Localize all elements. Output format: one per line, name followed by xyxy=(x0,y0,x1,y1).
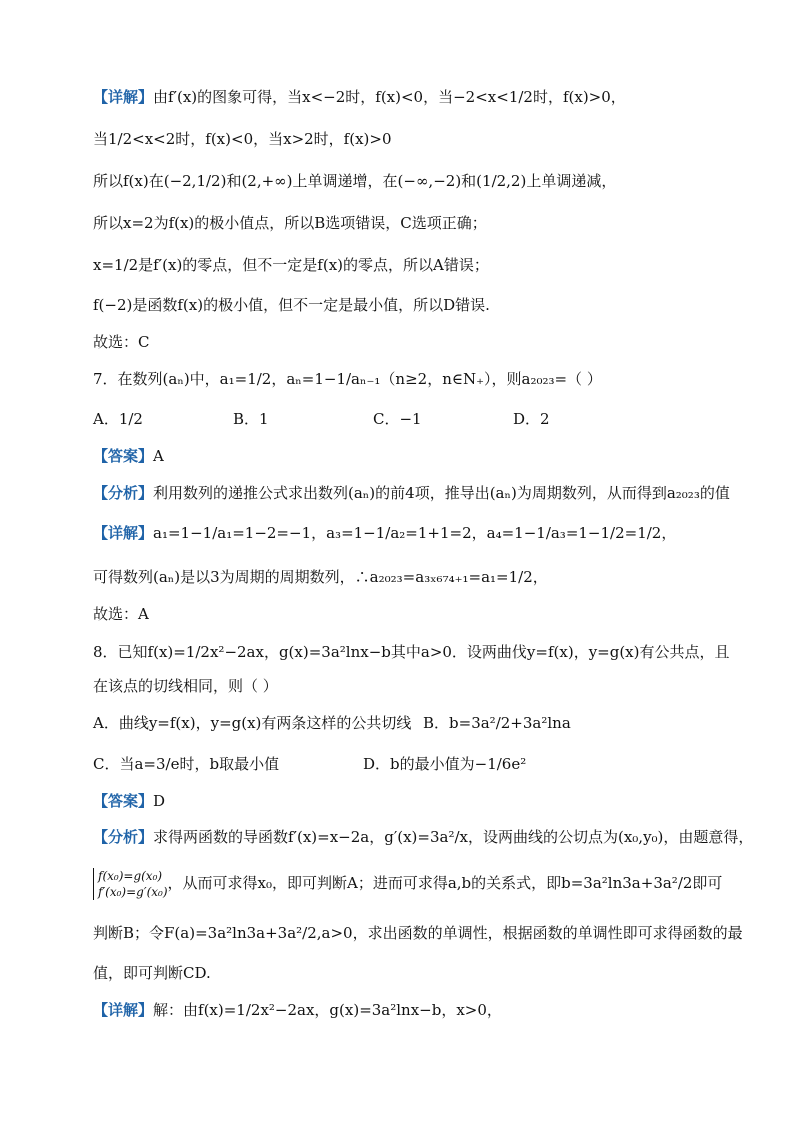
detail-line-3 xyxy=(93,170,734,192)
q8-stem-1: 8．已知f(x)=1/2x²−2ax，g(x)=3a²lnx−b其中a>0．设两曲伐y=f(x)，y=g(x)有公共点，且 xyxy=(93,643,730,661)
q7-detail-line xyxy=(93,522,734,544)
q8-analysis-line-3 xyxy=(93,922,743,944)
q7-conclusion: 可得数列(aₙ)是以3为周期的周期数列，∴a₂₀₂₃=a₃ₓ₆₇₄₊₁=a₁=1/2， xyxy=(93,568,548,586)
detail-line-6 xyxy=(93,294,734,316)
detail-line-4 xyxy=(93,212,734,234)
detail-line-1 xyxy=(93,86,734,108)
q7-analysis: 利用数列的递推公式求出数列(aₙ)的前4项，推导出(aₙ)为周期数列，从而得到a₂₀₂₃的值 xyxy=(153,484,730,502)
q7-conclusion-line xyxy=(93,566,734,588)
analysis-tag: 【分析】 xyxy=(93,484,154,502)
detail-text-4: 所以x=2为f(x)的极小值点，所以B选项错误，C选项正确； xyxy=(93,214,487,232)
detail-text-3: 所以f(x)在(−2,1/2)和(2,+∞)上单调递增，在(−∞,−2)和(1/2,2)上单调递减， xyxy=(93,172,617,190)
q8-stem-line-1 xyxy=(93,641,734,663)
q8-system-eq-2: f′(x₀)=g′(x₀) xyxy=(98,885,168,899)
detail-text-5: x=1/2是f′(x)的零点，但不一定是f(x)的零点，所以A错误； xyxy=(93,256,489,274)
detail-text-2: 当1/2<x<2时，f(x)<0，当x>2时，f(x)>0 xyxy=(93,130,392,148)
q8-option-c: C．当a=3/e时，b取最小值 xyxy=(93,755,280,773)
choice-line-1 xyxy=(93,331,734,353)
choice-text-1: 故选：C xyxy=(93,333,150,351)
answer-tag-2: 【答案】 xyxy=(93,792,154,810)
q8-detail: 解：由f(x)=1/2x²−2ax，g(x)=3a²lnx−b，x>0， xyxy=(153,1001,502,1019)
q8-analysis-line-4 xyxy=(93,962,734,984)
q8-options-ab xyxy=(93,712,734,734)
q8-answer: D xyxy=(153,792,166,810)
q7-stem-text: 7．在数列(aₙ)中，a₁=1/2，aₙ=1−1/aₙ₋₁（n≥2，n∈N₊），则a₂₀₂₃=（ ） xyxy=(93,370,602,388)
q7-option-b: B．1 xyxy=(233,410,269,428)
q8-option-b: B．b=3a²/2+3a²lna xyxy=(423,714,571,732)
detail-text-1: 由f′(x)的图象可得，当x<−2时，f(x)<0，当−2<x<1/2时，f(x)>0， xyxy=(153,88,626,106)
q8-detail-line xyxy=(93,999,734,1021)
q8-analysis-3: 判断B；令F(a)=3a²ln3a+3a²/2,a>0，求出函数的单调性，根据函数的单调性即可求得函数的最 xyxy=(93,924,743,942)
q8-stem-line-2 xyxy=(93,675,734,697)
q8-analysis-line-1 xyxy=(93,826,754,848)
q8-analysis-2: ，从而可求得x₀，即可判断A；进而可求得a,b的关系式，即b=3a²ln3a+3a²/2即可 xyxy=(167,874,723,892)
detail-line-2 xyxy=(93,128,734,150)
q7-stem xyxy=(93,368,734,390)
q7-detail: a₁=1−1/a₁=1−2=−1，a₃=1−1/a₂=1+1=2，a₄=1−1/a₃=1−1/2=1/2， xyxy=(153,524,677,542)
q7-option-a: A．1/2 xyxy=(93,410,143,428)
q8-options-cd xyxy=(93,753,734,775)
q8-analysis-4: 值，即可判断CD. xyxy=(93,964,211,982)
detail-text-6: f(−2)是函数f(x)的极小值，但不一定是最小值，所以D错误. xyxy=(93,296,490,314)
answer-tag: 【答案】 xyxy=(93,447,154,465)
q7-analysis-line xyxy=(93,482,734,504)
q7-choice: 故选：A xyxy=(93,605,149,623)
q8-option-d: D．b的最小值为−1/6e² xyxy=(363,755,527,773)
detail-tag-2: 【详解】 xyxy=(93,524,154,542)
q7-answer-line xyxy=(93,445,734,467)
q7-options xyxy=(93,408,734,430)
q8-analysis-1: 求得两函数的导函数f′(x)=x−2a，g′(x)=3a²/x，设两曲线的公切点为(x₀,y₀)，由题意得， xyxy=(153,828,754,846)
q8-analysis-line-2 xyxy=(93,866,734,900)
detail-tag: 【详解】 xyxy=(93,88,154,106)
q7-choice-line xyxy=(93,603,734,625)
q7-answer: A xyxy=(153,447,164,465)
q8-option-a: A．曲线y=f(x)，y=g(x)有两条这样的公共切线 xyxy=(93,714,412,732)
detail-line-5 xyxy=(93,254,734,276)
q7-option-c: C．−1 xyxy=(373,410,422,428)
detail-tag-3: 【详解】 xyxy=(93,1001,154,1019)
q8-stem-2: 在该点的切线相同，则（ ） xyxy=(93,677,278,695)
q7-option-d: D．2 xyxy=(513,410,550,428)
q8-system-eq-1: f(x₀)=g(x₀) xyxy=(98,869,163,883)
q8-equation-system xyxy=(93,868,168,900)
analysis-tag-2: 【分析】 xyxy=(93,828,154,846)
q8-answer-line xyxy=(93,790,734,812)
